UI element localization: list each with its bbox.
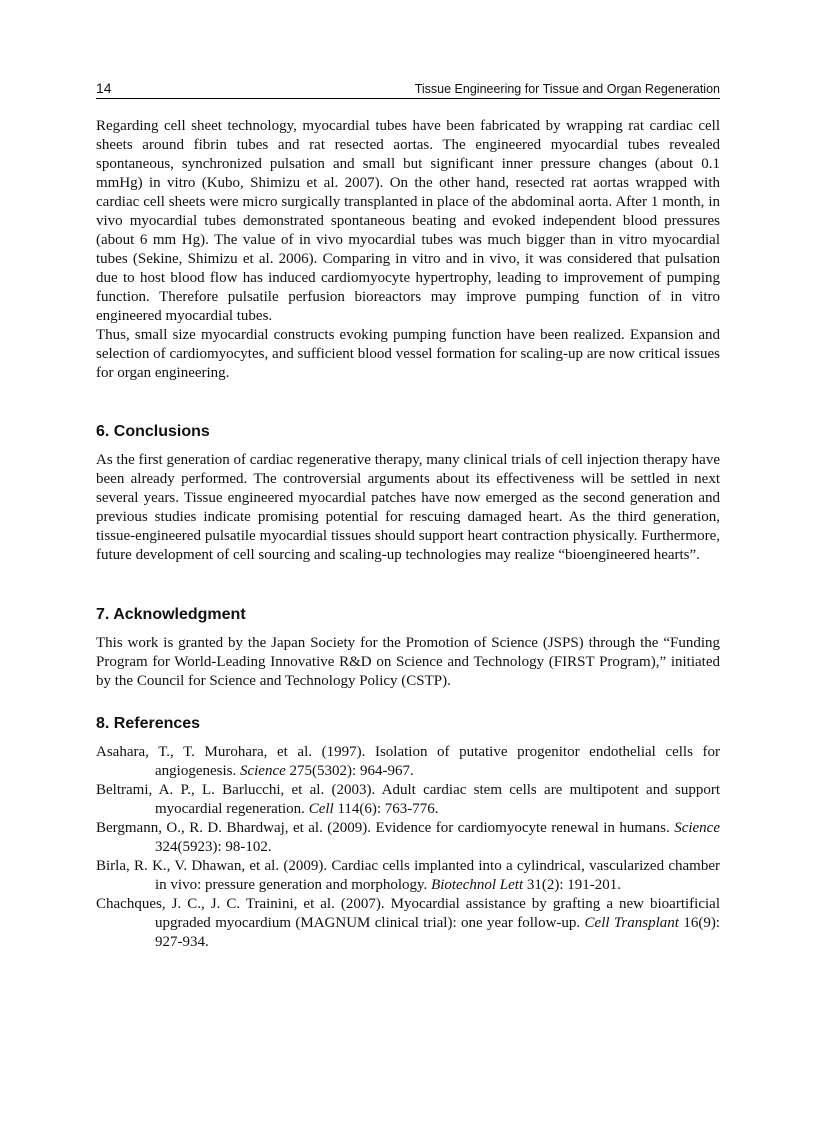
reference-item: Asahara, T., T. Murohara, et al. (1997). Isolation of putative progenitor endothelial cells for angiogenesis. Science 275(5302): 964-967.	[96, 744, 720, 779]
body-paragraph: Regarding cell sheet technology, myocardial tubes have been fabricated by wrapping rat cardiac cell sheets around fibrin tubes and rat resected aortas. The engineered myocardial tubes revealed spontaneous, synchronized pulsation and small but significant inner pressure changes (about 0.1 mmHg) in vitro (Kubo, Shimizu et al. 2007). On the other hand, resected rat aortas wrapped with cardiac cell sheets were micro surgically transplanted in place of the abdominal aorta. After 1 month, in vivo myocardial tubes demonstrated spontaneous beating and evoked independent blood pressures (about 6 mm Hg). The value of in vivo myocardial tubes was much bigger than in vitro myocardial tubes (Sekine, Shimizu et al. 2006). Comparing in vitro and in vivo, it was considered that pulsation due to host blood flow has induced cardiomyocyte hypertrophy, leading to improvement of pumping function. Therefore pulsatile perfusion bioreactors may improve pumping function of in vitro engineered myocardial tubes.	[96, 118, 720, 324]
journal-name: Science	[674, 820, 720, 836]
section-heading-acknowledgment: 7. Acknowledgment	[96, 606, 246, 623]
section-heading-references: 8. References	[96, 715, 201, 732]
page-number: 14	[96, 80, 112, 96]
acknowledgment-section	[96, 634, 720, 691]
reference-item: Chachques, J. C., J. C. Trainini, et al. (2007). Myocardial assistance by grafting a new bioartificial upgraded myocardium (MAGNUM clinical trial): one year follow-up. Cell Transplant 16(9): 927-934.	[96, 896, 720, 950]
reference-item: Bergmann, O., R. D. Bhardwaj, et al. (2009). Evidence for cardiomyocyte renewal in humans. Science 324(5923): 98-102.	[96, 820, 720, 855]
running-title: Tissue Engineering for Tissue and Organ Regeneration	[414, 82, 720, 96]
journal-name: Cell	[308, 801, 334, 817]
journal-name: Biotechnol Lett	[431, 877, 524, 893]
intro-section	[96, 117, 720, 383]
running-header	[96, 80, 720, 99]
section-heading-conclusions: 6. Conclusions	[96, 423, 210, 440]
reference-item: Birla, R. K., V. Dhawan, et al. (2009). Cardiac cells implanted into a cylindrical, vascularized chamber in vivo: pressure generation and morphology. Biotechnol Lett 31(2): 191-201.	[96, 858, 720, 893]
journal-name: Cell Transplant	[584, 915, 679, 931]
journal-name: Science	[239, 763, 286, 779]
reference-item: Beltrami, A. P., L. Barlucchi, et al. (2003). Adult cardiac stem cells are multipotent and support myocardial regeneration. Cell 114(6): 763-776.	[96, 782, 720, 817]
reference-list	[96, 743, 720, 952]
body-paragraph: Thus, small size myocardial constructs evoking pumping function have been realized. Expansion and selection of cardiomyocytes, and sufficient blood vessel formation for scaling-up are now critical issues for organ engineering.	[96, 327, 720, 381]
body-paragraph: This work is granted by the Japan Society for the Promotion of Science (JSPS) through the “Funding Program for World-Leading Innovative R&D on Science and Technology (FIRST Program),” initiated by the Council for Science and Technology Policy (CSTP).	[96, 635, 720, 689]
conclusions-section	[96, 451, 720, 565]
body-paragraph: As the first generation of cardiac regenerative therapy, many clinical trials of cell injection therapy have been already performed. The controversial arguments about its effectiveness will be settled in next several years. Tissue engineered myocardial patches have now emerged as the second generation and previous studies indicate promising potential for rescuing damaged heart. As the third generation, tissue-engineered pulsatile myocardial tissues should support heart contraction physically. Furthermore, future development of cell sourcing and scaling-up technologies may realize “bioengineered hearts”.	[96, 452, 720, 563]
